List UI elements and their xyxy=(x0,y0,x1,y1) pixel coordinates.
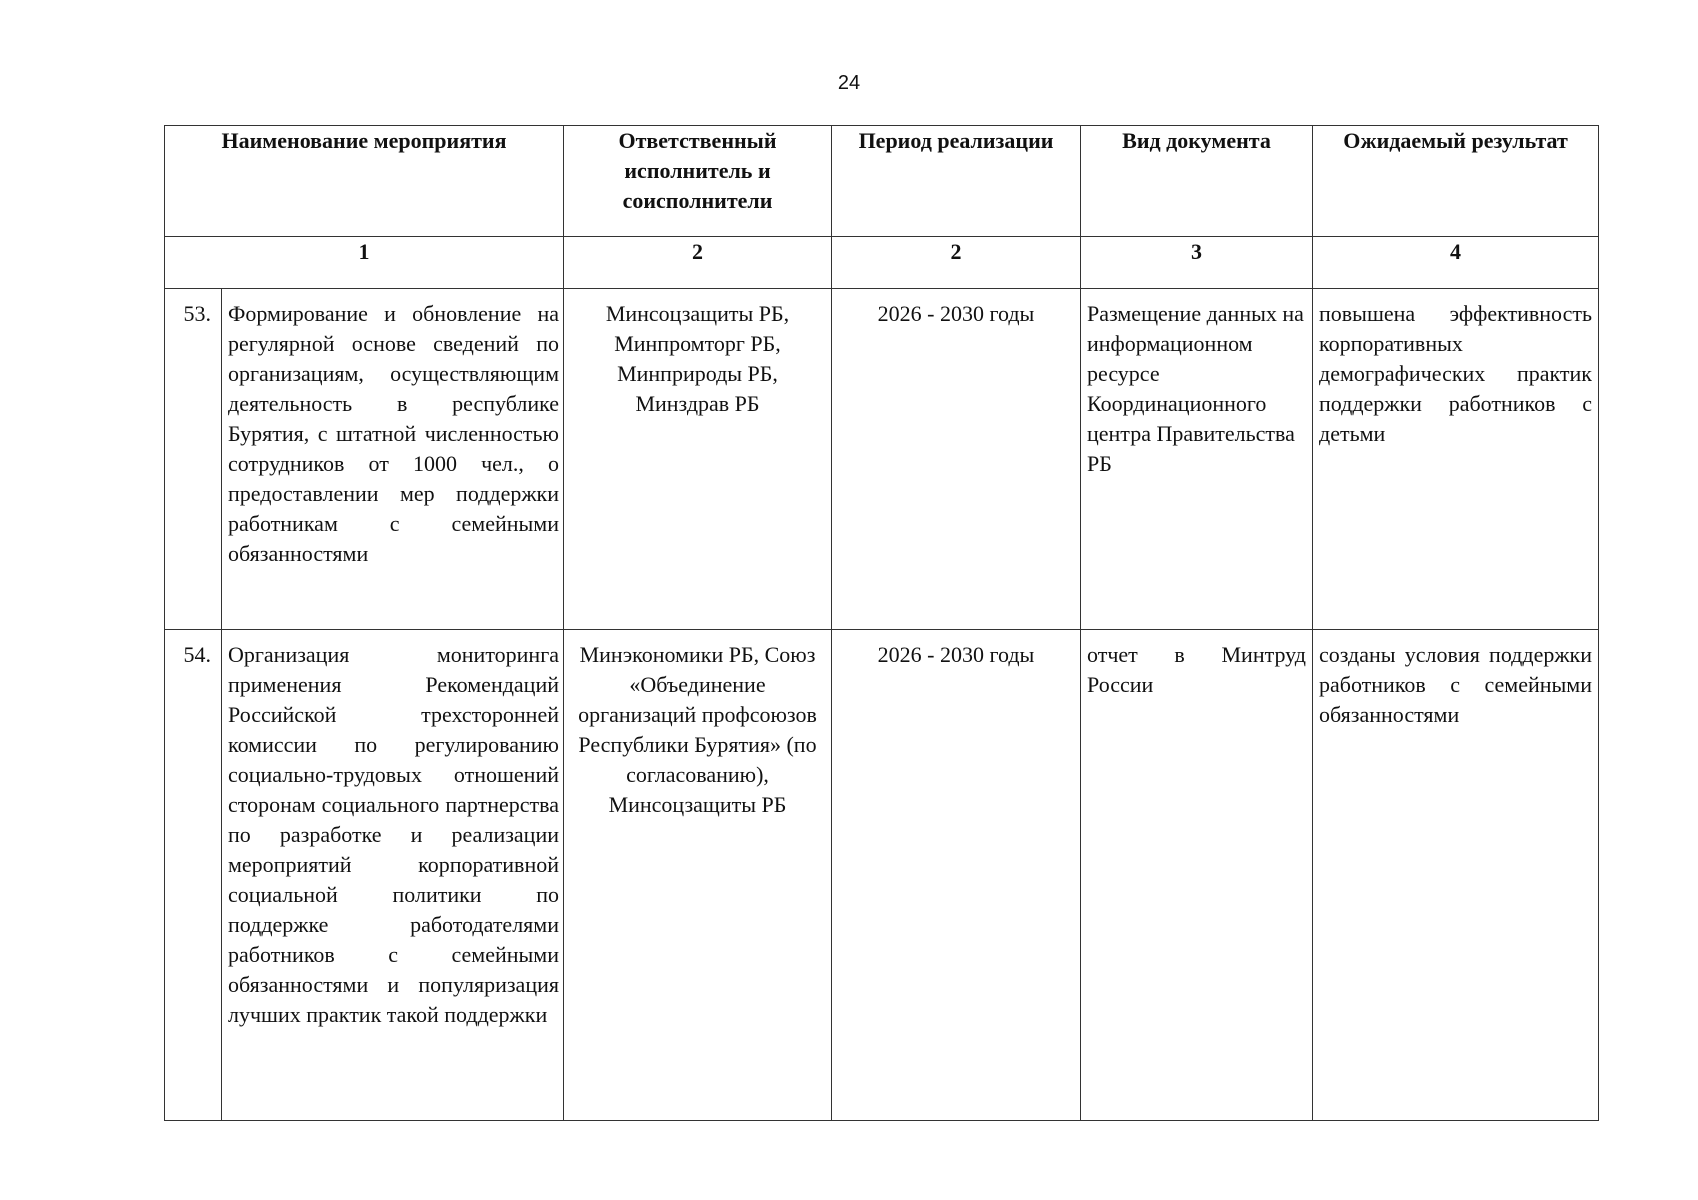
page-number: 24 xyxy=(837,72,861,94)
header-result: Ожидаемый результат xyxy=(1313,126,1599,237)
header-period: Период реализации xyxy=(832,126,1081,237)
executors: Минэкономики РБ, Союз «Объединение организаций профсоюзов Республики Бурятия» (по согласованию), Минсоцзащиты РБ xyxy=(564,630,832,1121)
period: 2026 - 2030 годы xyxy=(832,630,1081,1121)
row-number: 54. xyxy=(165,630,222,1121)
column-number: 2 xyxy=(564,237,832,289)
measures-table xyxy=(164,125,1599,1121)
column-number: 1 xyxy=(165,237,564,289)
column-number: 4 xyxy=(1313,237,1599,289)
table-row xyxy=(165,630,1599,1121)
measure-name: Формирование и обновление на регулярной основе сведений по организациям, осуществляющим деятельность в республике Бурятия, с штатной численностью сотрудников от 1000 чел., о предоставлении мер поддержки работникам с семейными обязанностями xyxy=(222,289,564,630)
doc-type: отчет в Минтруд России xyxy=(1081,630,1313,1121)
period: 2026 - 2030 годы xyxy=(832,289,1081,630)
table-row xyxy=(165,289,1599,630)
expected-result: созданы условия поддержки работников с семейными обязанностями xyxy=(1313,630,1599,1121)
expected-result: повышена эффективность корпоративных демографических практик поддержки работников с детьми xyxy=(1313,289,1599,630)
doc-type: Размещение данных на информационном ресурсе Координационного центра Правительства РБ xyxy=(1081,289,1313,630)
column-number: 3 xyxy=(1081,237,1313,289)
column-number-row xyxy=(165,237,1599,289)
row-number: 53. xyxy=(165,289,222,630)
executors: Минсоцзащиты РБ, Минпромторг РБ, Минприроды РБ, Минздрав РБ xyxy=(564,289,832,630)
header-doc-type: Вид документа xyxy=(1081,126,1313,237)
column-number: 2 xyxy=(832,237,1081,289)
header-executors: Ответственный исполнитель и соисполнители xyxy=(564,126,832,237)
measure-name: Организация мониторинга применения Рекомендаций Российской трехсторонней комиссии по регулированию социально-трудовых отношений сторонам социального партнерства по разработке и реализации мероприятий корпоративной социальной политики по поддержке работодателями работников с семейными обязанностями и популяризация лучших практик такой поддержки xyxy=(222,630,564,1121)
header-measure-name: Наименование мероприятия xyxy=(165,126,564,237)
table-header-row xyxy=(165,126,1599,237)
